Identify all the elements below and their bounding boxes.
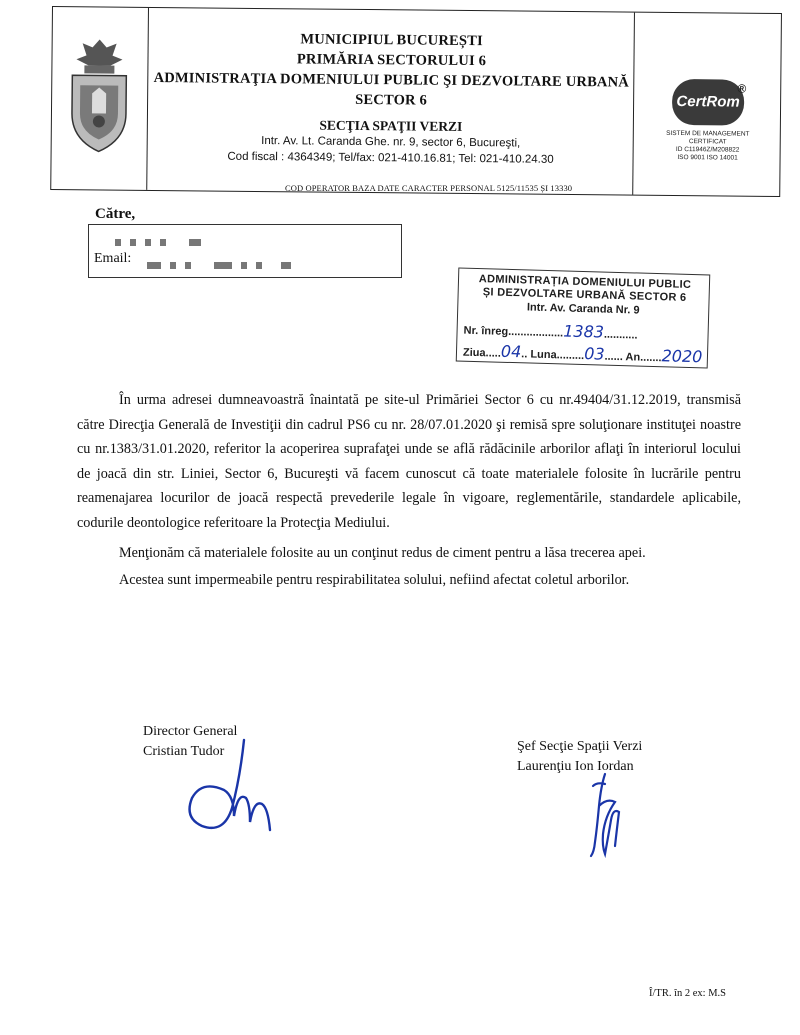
letterhead bbox=[50, 6, 782, 197]
stamp-reg-label: Nr. înreg bbox=[463, 324, 509, 338]
cert-line2: ID C11946Z/M208822 bbox=[675, 145, 740, 154]
recipient-label: Către, bbox=[95, 206, 136, 222]
stamp-date-field: Ziua.....04.. Luna.........03...... An.......2020 bbox=[462, 341, 703, 367]
registration-stamp bbox=[456, 268, 711, 369]
registered-mark: ® bbox=[737, 81, 747, 96]
crest-cell bbox=[51, 7, 149, 190]
stamp-line1: ADMINISTRAȚIA DOMENIULUI PUBLIC bbox=[478, 273, 692, 292]
header-line-municipality: MUNICIPIUL BUCUREȘTI bbox=[300, 31, 483, 50]
cert-line3: ISO 9001 ISO 14001 bbox=[677, 154, 738, 162]
header-line-administration: ADMINISTRAŢIA DOMENIULUI PUBLIC ŞI DEZVOLTARE URBANĂ bbox=[153, 69, 630, 91]
footer-note: Î/TR. în 2 ex: M.S bbox=[649, 988, 727, 999]
body-paragraph-3: Acestea sunt impermeabile pentru respirabilitatea solului, nefiind afectat coletul arborilor. bbox=[119, 571, 630, 588]
certrom-logo-text: CertRom bbox=[676, 92, 740, 111]
header-address: Intr. Av. Lt. Caranda Ghe. nr. 9, sector 6, Bucureşti, bbox=[261, 135, 521, 150]
signatory-left-title: Director General bbox=[143, 724, 238, 739]
stamp-line3: Intr. Av. Caranda Nr. 9 bbox=[526, 301, 640, 317]
operator-code: COD OPERATOR BAZA DATE CARACTER PERSONAL 5125/11535 ȘI 13330 bbox=[285, 183, 573, 193]
redacted-name bbox=[115, 233, 210, 251]
certrom-badge-icon bbox=[672, 79, 747, 126]
stamp-luna-value: 03 bbox=[583, 344, 605, 364]
signature-block-right bbox=[517, 737, 642, 777]
stamp-luna-label: Luna bbox=[530, 348, 557, 362]
email-label: Email: bbox=[94, 251, 132, 266]
header-department: SECŢIA SPAŢII VERZI bbox=[319, 117, 463, 134]
stamp-ziua-label: Ziua bbox=[462, 346, 486, 360]
stamp-reg-value: 1383 bbox=[563, 321, 605, 342]
stamp-an-value: 2020 bbox=[661, 346, 703, 367]
signatory-left-name: Cristian Tudor bbox=[143, 744, 225, 759]
header-text bbox=[147, 28, 634, 169]
header-line-sector: SECTOR 6 bbox=[355, 91, 428, 109]
redacted-email bbox=[147, 256, 300, 274]
header-line-primaria: PRIMĂRIA SECTORULUI 6 bbox=[296, 51, 487, 70]
stamp-reg-field: Nr. înreg..................1383........... bbox=[463, 321, 638, 342]
sector-6-crest-icon bbox=[62, 35, 137, 156]
body-paragraph-2: Menţionăm că materialele folosite au un conţinut redus de ciment pentru a lăsa trecerea apei. bbox=[119, 545, 646, 561]
handwritten-signature-right-icon bbox=[575, 772, 635, 862]
signatory-right-title: Şef Secţie Spaţii Verzi bbox=[517, 739, 643, 754]
stamp-an-label: An bbox=[625, 351, 641, 364]
cert-line1: SISTEM DE MANAGEMENT CERTIFICAT bbox=[666, 129, 750, 146]
body-paragraph-1: În urma adresei dumneavoastră înaintată pe site-ul Primăriei Sector 6 cu nr.49404/31.12.2019, transmisă către Direcţia Generală de Investiţii din cadrul PS6 cu nr. 28/07.01.2020 şi remisă spre soluţionare instituţei noastre cu nr.1383/31.01.2020, referitor la acoperirea suprafaţei unde se află rădăcinile arborilor aflaţi în interiorul locului de joacă din str. Liniei, Sector 6, Bucureşti vă facem cunoscut că toate materialele folosite în lucrările pentru reamenajarea locurilor de joacă respectă prevederile legale în vigoare, reglementările, standardele aplicabile, codurile deontologice referitoare la Protecţia Mediului. bbox=[77, 392, 741, 531]
stamp-line2: ȘI DEZVOLTARE URBANĂ SECTOR 6 bbox=[482, 286, 687, 304]
recipient-box bbox=[88, 224, 402, 278]
signatory-right-name: Laurenţiu Ion Iordan bbox=[517, 759, 634, 774]
certrom-logo bbox=[647, 79, 768, 184]
stamp-ziua-value: 04 bbox=[500, 341, 522, 362]
cert-cell bbox=[632, 13, 781, 196]
header-fiscal: Cod fiscal : 4364349; Tel/fax: 021-410.16.81; Tel: 021-410.24.30 bbox=[227, 150, 554, 166]
handwritten-signature-left-icon bbox=[180, 738, 290, 838]
letter-body bbox=[77, 388, 741, 592]
